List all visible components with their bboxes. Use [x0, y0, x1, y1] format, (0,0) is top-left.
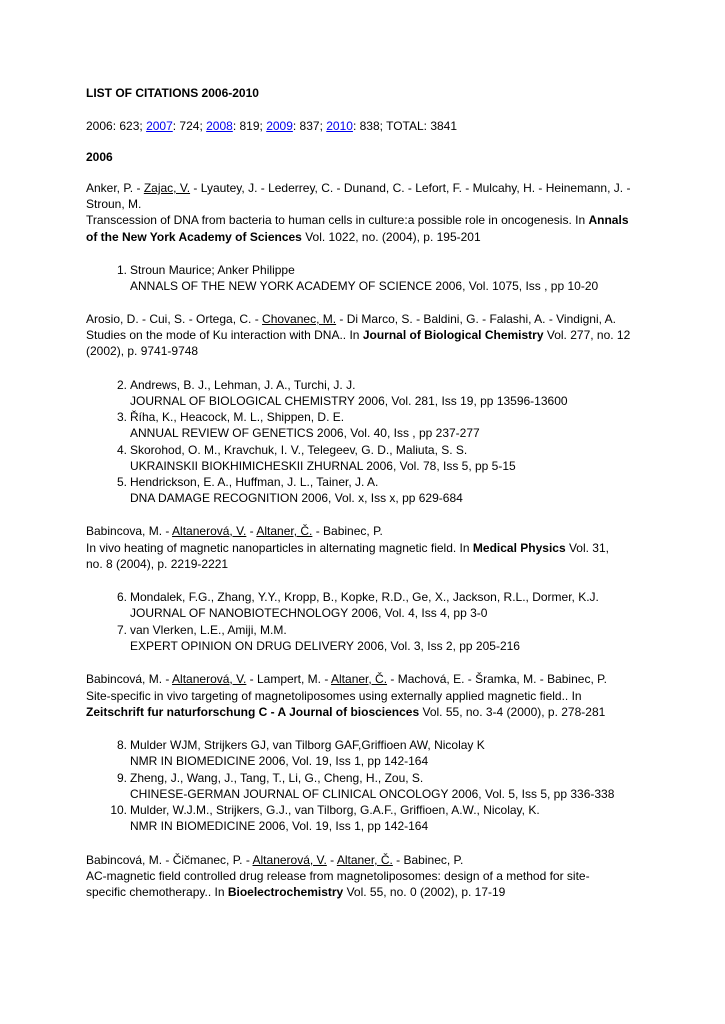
volume-info: Vol. 55, no. 3-4 (2000), p. 278-281: [419, 705, 606, 719]
citation-source: EXPERT OPINION ON DRUG DELIVERY 2006, Vol. 3, Iss 2, pp 205-216: [130, 639, 520, 653]
citation-source: NMR IN BIOMEDICINE 2006, Vol. 19, Iss 1, pp 142-164: [130, 754, 429, 768]
journal-name: Zeitschrift fur naturforschung C - A Journal of biosciences: [86, 705, 420, 719]
publication-4-authors: [86, 671, 607, 688]
publication-1-title-cont: [86, 229, 481, 246]
summary-2006-value: : 623;: [112, 119, 147, 133]
citation-summary: [86, 118, 457, 135]
author-text: - Machová, E. - Šramka, M. - Babinec, P.: [387, 672, 607, 686]
citation-authors: Zheng, J., Wang, J., Tang, T., Li, G., Cheng, H., Zou, S.: [130, 771, 424, 785]
publication-4-title-cont: [86, 704, 605, 721]
volume-info: Vol. 55, no. 0 (2002), p. 17-19: [343, 885, 506, 899]
citation-number: 3.: [116, 410, 127, 424]
journal-name: Journal of Biological Chemistry: [362, 328, 544, 342]
volume-info: Vol. 31,: [565, 541, 609, 555]
citation-source: UKRAINSKII BIOKHIMICHESKII ZHURNAL 2006, Vol. 78, Iss 5, pp 5-15: [130, 459, 516, 473]
author-underlined: Altanerová, V.: [252, 853, 327, 867]
summary-2007-value: : 724;: [172, 119, 207, 133]
citation-source: JOURNAL OF BIOLOGICAL CHEMISTRY 2006, Vol. 281, Iss 19, pp 13596-13600: [130, 394, 568, 408]
citation-number: 6.: [116, 590, 127, 604]
publication-1-title: [86, 212, 629, 229]
journal-name: Annals: [588, 213, 629, 227]
author-text: -: [326, 853, 337, 867]
link-2008[interactable]: 2008: [206, 119, 233, 133]
citation-source: DNA DAMAGE RECOGNITION 2006, Vol. x, Iss x, pp 629-684: [130, 491, 463, 505]
citation-number: 4.: [116, 443, 127, 457]
title-text: Transcession of DNA from bacteria to human cells in culture:a possible role in oncogenesis. In: [86, 213, 589, 227]
journal-name: Bioelectrochemistry: [227, 885, 344, 899]
publication-5-authors: [86, 852, 463, 869]
citation-number: 9.: [116, 771, 127, 785]
publication-5-title-cont: [86, 884, 505, 901]
citation-authors: Mondalek, F.G., Zhang, Y.Y., Kropp, B., Kopke, R.D., Ge, X., Jackson, R.L., Dormer, K.J.: [130, 590, 599, 604]
citation-source: NMR IN BIOMEDICINE 2006, Vol. 19, Iss 1, pp 142-164: [130, 819, 429, 833]
publication-2-title: [86, 327, 630, 344]
publication-2-authors: [86, 311, 616, 328]
author-text: - Lyautey, J. - Lederrey, C. - Dunand, C. - Lefort, F. - Mulcahy, H. - Heinemann, J. -: [190, 181, 631, 195]
citation-source: ANNALS OF THE NEW YORK ACADEMY OF SCIENCE 2006, Vol. 1075, Iss , pp 10-20: [130, 279, 599, 293]
publication-3-title: [86, 540, 609, 557]
citation-authors: van Vlerken, L.E., Amiji, M.M.: [130, 623, 287, 637]
citation-number: 8.: [116, 738, 127, 752]
author-text: - Babinec, P.: [312, 524, 383, 538]
author-underlined: Altanerová, V.: [172, 672, 247, 686]
publication-4-title: Site-specific in vivo targeting of magnetoliposomes using externally applied magnetic field.. In: [86, 689, 582, 703]
publication-5-title: AC-magnetic field controlled drug release from magnetoliposomes: design of a method for site-: [86, 869, 590, 883]
summary-2008-value: : 819;: [232, 119, 267, 133]
author-text: Arosio, D. - Cui, S. - Ortega, C. -: [86, 312, 263, 326]
author-text: Babincova, M. -: [86, 524, 173, 538]
year-heading: 2006: [86, 150, 113, 164]
volume-info: Vol. 1022, no. (2004), p. 195-201: [301, 230, 481, 244]
citation-number: 5.: [116, 475, 127, 489]
citation-authors: Andrews, B. J., Lehman, J. A., Turchi, J. J.: [130, 378, 356, 392]
author-text: Anker, P. -: [86, 181, 144, 195]
citation-authors: Mulder, W.J.M., Strijkers, G.J., van Tilborg, G.A.F., Griffioen, A.W., Nicolay, K.: [130, 803, 540, 817]
citation-source: ANNUAL REVIEW OF GENETICS 2006, Vol. 40, Iss , pp 237-277: [130, 426, 480, 440]
publication-1-authors-cont: Stroun, M.: [86, 197, 142, 211]
author-text: - Di Marco, S. - Baldini, G. - Falashi, A. - Vindigni, A.: [336, 312, 616, 326]
citation-number: 7.: [116, 623, 127, 637]
citation-authors: Říha, K., Heacock, M. L., Shippen, D. E.: [130, 410, 345, 424]
title-text: specific chemotherapy.. In: [86, 885, 228, 899]
author-text: Babincová, M. - Čičmanec, P. -: [86, 853, 253, 867]
summary-2009-value: : 837;: [292, 119, 327, 133]
citation-source: CHINESE-GERMAN JOURNAL OF CLINICAL ONCOLOGY 2006, Vol. 5, Iss 5, pp 336-338: [130, 787, 615, 801]
citation-source: JOURNAL OF NANOBIOTECHNOLOGY 2006, Vol. 4, Iss 4, pp 3-0: [130, 606, 488, 620]
citation-authors: Stroun Maurice; Anker Philippe: [130, 263, 295, 277]
author-underlined: Zajac, V.: [143, 181, 191, 195]
publication-3-title-cont: no. 8 (2004), p. 2219-2221: [86, 557, 229, 571]
author-text: Babincová, M. -: [86, 672, 173, 686]
citation-number: 2.: [116, 378, 127, 392]
citation-authors: Skorohod, O. M., Kravchuk, I. V., Telegeev, G. D., Maliuta, S. S.: [130, 443, 468, 457]
author-underlined: Altaner, Č.: [336, 853, 393, 867]
author-underlined: Altanerová, V.: [172, 524, 247, 538]
title-text: In vivo heating of magnetic nanoparticles in alternating magnetic field. In: [86, 541, 473, 555]
summary-2006-label: 2006: [86, 119, 113, 133]
summary-2010-value: : 838; TOTAL: 3841: [352, 119, 458, 133]
author-underlined: Chovanec, M.: [262, 312, 337, 326]
publication-3-authors: [86, 523, 383, 540]
author-text: - Lampert, M. -: [246, 672, 332, 686]
author-underlined: Altaner, Č.: [256, 524, 313, 538]
publication-1-authors: [86, 180, 630, 197]
citation-authors: Mulder WJM, Strijkers GJ, van Tilborg GAF,Griffioen AW, Nicolay K: [130, 738, 485, 752]
author-underlined: Altaner, Č.: [331, 672, 388, 686]
link-2009[interactable]: 2009: [266, 119, 293, 133]
document-title: LIST OF CITATIONS 2006-2010: [86, 86, 259, 100]
citation-number: 1.: [116, 263, 127, 277]
link-2007[interactable]: 2007: [146, 119, 173, 133]
citation-number: 10.: [110, 803, 127, 817]
citation-authors: Hendrickson, E. A., Huffman, J. L., Tainer, J. A.: [130, 475, 379, 489]
author-text: - Babinec, P.: [392, 853, 464, 867]
publication-2-title-cont: (2002), p. 9741-9748: [86, 344, 199, 358]
author-text: -: [246, 524, 257, 538]
title-text: Studies on the mode of Ku interaction with DNA.. In: [86, 328, 363, 342]
link-2010[interactable]: 2010: [326, 119, 353, 133]
journal-name: Medical Physics: [472, 541, 566, 555]
volume-info: Vol. 277, no. 12: [543, 328, 631, 342]
journal-name: of the New York Academy of Sciences: [86, 230, 302, 244]
